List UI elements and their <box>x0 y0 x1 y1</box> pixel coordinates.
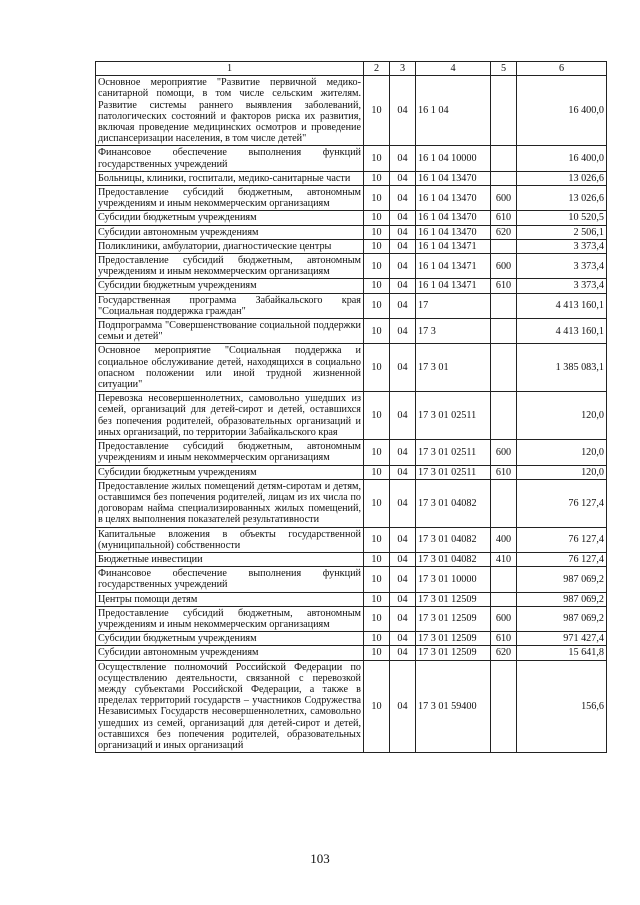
table-row <box>96 527 607 552</box>
table-row <box>96 660 607 753</box>
row-name: Предоставление субсидий бюджетным, автономным учреждениям и иным некоммерческим организациям <box>96 440 364 465</box>
table-row <box>96 646 607 660</box>
row-name: Субсидии бюджетным учреждениям <box>96 632 364 646</box>
row-subsection: 04 <box>390 146 416 171</box>
row-target-code: 17 3 01 04082 <box>416 552 491 566</box>
row-amount: 10 520,5 <box>517 211 607 225</box>
row-name: Субсидии бюджетным учреждениям <box>96 465 364 479</box>
row-section: 10 <box>364 146 390 171</box>
row-subsection: 04 <box>390 344 416 392</box>
row-name: Финансовое обеспечение выполнения функций государственных учреждений <box>96 146 364 171</box>
table-row <box>96 592 607 606</box>
row-amount: 987 069,2 <box>517 606 607 631</box>
row-target-code: 17 3 01 02511 <box>416 440 491 465</box>
row-expense-type <box>491 660 517 753</box>
row-subsection: 04 <box>390 479 416 527</box>
row-amount: 987 069,2 <box>517 567 607 592</box>
row-target-code: 16 1 04 13470 <box>416 171 491 185</box>
row-expense-type: 600 <box>491 254 517 279</box>
row-expense-type <box>491 392 517 440</box>
row-subsection: 04 <box>390 440 416 465</box>
table-row <box>96 440 607 465</box>
row-section: 10 <box>364 552 390 566</box>
row-target-code: 17 3 01 12509 <box>416 592 491 606</box>
table-row <box>96 465 607 479</box>
row-subsection: 04 <box>390 646 416 660</box>
row-target-code: 17 <box>416 293 491 318</box>
table-row <box>96 293 607 318</box>
row-subsection: 04 <box>390 225 416 239</box>
row-amount: 120,0 <box>517 440 607 465</box>
row-name: Предоставление субсидий бюджетным, автономным учреждениям и иным некоммерческим организациям <box>96 254 364 279</box>
table-row <box>96 552 607 566</box>
table-row <box>96 479 607 527</box>
row-target-code: 17 3 01 <box>416 344 491 392</box>
row-section: 10 <box>364 344 390 392</box>
row-amount: 4 413 160,1 <box>517 293 607 318</box>
row-subsection: 04 <box>390 211 416 225</box>
row-target-code: 17 3 01 12509 <box>416 632 491 646</box>
row-amount: 13 026,6 <box>517 186 607 211</box>
row-amount: 16 400,0 <box>517 76 607 146</box>
row-target-code: 16 1 04 13470 <box>416 225 491 239</box>
row-name: Предоставление субсидий бюджетным, автономным учреждениям и иным некоммерческим организациям <box>96 606 364 631</box>
header-col-4: 4 <box>416 62 491 76</box>
row-amount: 971 427,4 <box>517 632 607 646</box>
row-expense-type: 610 <box>491 632 517 646</box>
row-section: 10 <box>364 479 390 527</box>
row-amount: 16 400,0 <box>517 146 607 171</box>
row-target-code: 17 3 <box>416 319 491 344</box>
row-name: Поликлиники, амбулатории, диагностические центры <box>96 239 364 253</box>
row-expense-type <box>491 171 517 185</box>
table-row <box>96 279 607 293</box>
row-name: Субсидии бюджетным учреждениям <box>96 211 364 225</box>
table-row <box>96 567 607 592</box>
row-name: Подпрограмма "Совершенствование социальной поддержки семьи и детей" <box>96 319 364 344</box>
row-section: 10 <box>364 319 390 344</box>
row-expense-type: 620 <box>491 646 517 660</box>
header-col-6: 6 <box>517 62 607 76</box>
row-subsection: 04 <box>390 606 416 631</box>
row-expense-type <box>491 592 517 606</box>
row-amount: 3 373,4 <box>517 254 607 279</box>
row-amount: 987 069,2 <box>517 592 607 606</box>
row-expense-type: 600 <box>491 440 517 465</box>
row-target-code: 16 1 04 13470 <box>416 186 491 211</box>
row-subsection: 04 <box>390 239 416 253</box>
row-subsection: 04 <box>390 186 416 211</box>
row-target-code: 16 1 04 13471 <box>416 254 491 279</box>
row-expense-type: 410 <box>491 552 517 566</box>
table-row <box>96 344 607 392</box>
row-expense-type <box>491 76 517 146</box>
row-name: Субсидии бюджетным учреждениям <box>96 279 364 293</box>
row-section: 10 <box>364 186 390 211</box>
row-section: 10 <box>364 660 390 753</box>
table-row <box>96 171 607 185</box>
row-section: 10 <box>364 440 390 465</box>
row-subsection: 04 <box>390 171 416 185</box>
row-amount: 3 373,4 <box>517 279 607 293</box>
row-target-code: 16 1 04 13470 <box>416 211 491 225</box>
row-target-code: 16 1 04 13471 <box>416 279 491 293</box>
row-section: 10 <box>364 225 390 239</box>
row-section: 10 <box>364 171 390 185</box>
row-section: 10 <box>364 254 390 279</box>
table-row <box>96 146 607 171</box>
row-expense-type: 610 <box>491 279 517 293</box>
row-subsection: 04 <box>390 465 416 479</box>
row-amount: 13 026,6 <box>517 171 607 185</box>
row-amount: 4 413 160,1 <box>517 319 607 344</box>
row-section: 10 <box>364 76 390 146</box>
row-target-code: 16 1 04 <box>416 76 491 146</box>
budget-table <box>95 61 607 753</box>
table-row <box>96 186 607 211</box>
row-amount: 76 127,4 <box>517 527 607 552</box>
table-body <box>96 76 607 753</box>
row-expense-type: 620 <box>491 225 517 239</box>
table-row <box>96 239 607 253</box>
row-subsection: 04 <box>390 592 416 606</box>
header-col-5: 5 <box>491 62 517 76</box>
row-target-code: 16 1 04 13471 <box>416 239 491 253</box>
row-subsection: 04 <box>390 254 416 279</box>
row-subsection: 04 <box>390 392 416 440</box>
row-name: Капитальные вложения в объекты государственной (муниципальной) собственности <box>96 527 364 552</box>
row-section: 10 <box>364 279 390 293</box>
row-name: Больницы, клиники, госпитали, медико-санитарные части <box>96 171 364 185</box>
row-expense-type: 400 <box>491 527 517 552</box>
row-expense-type: 610 <box>491 211 517 225</box>
row-target-code: 17 3 01 12509 <box>416 606 491 631</box>
header-col-1: 1 <box>96 62 364 76</box>
row-name: Осуществление полномочий Российской Федерации по осуществлению деятельности, связанной с перевозкой между субъектами Российской Федерации, а также в пределах территорий государств – участников Содружества Независимых Государств несовершеннолетних, самовольно ушедших из семей, организаций для детей-сирот и детей, оставшихся без попечения родителей, образовательных организаций и иных организаций <box>96 660 364 753</box>
row-target-code: 17 3 01 10000 <box>416 567 491 592</box>
row-name: Предоставление жилых помещений детям-сиротам и детям, оставшимся без попечения родителей, лицам из их числа по договорам найма специализированных жилых помещений, в целях выполнения показателей результативности <box>96 479 364 527</box>
row-expense-type: 610 <box>491 465 517 479</box>
row-target-code: 17 3 01 02511 <box>416 465 491 479</box>
row-target-code: 17 3 01 04082 <box>416 479 491 527</box>
row-section: 10 <box>364 632 390 646</box>
row-target-code: 17 3 01 04082 <box>416 527 491 552</box>
row-name: Государственная программа Забайкальского края "Социальная поддержка граждан" <box>96 293 364 318</box>
row-expense-type: 600 <box>491 606 517 631</box>
row-expense-type <box>491 479 517 527</box>
row-amount: 15 641,8 <box>517 646 607 660</box>
row-name: Перевозка несовершеннолетних, самовольно ушедших из семей, организаций для детей-сирот и детей, оставшихся без попечения родителей, образовательных организаций и иных организаций, по территории Забайкальского края <box>96 392 364 440</box>
table-row <box>96 76 607 146</box>
row-expense-type <box>491 293 517 318</box>
row-target-code: 17 3 01 02511 <box>416 392 491 440</box>
row-subsection: 04 <box>390 632 416 646</box>
row-expense-type: 600 <box>491 186 517 211</box>
row-subsection: 04 <box>390 527 416 552</box>
row-subsection: 04 <box>390 552 416 566</box>
row-target-code: 17 3 01 59400 <box>416 660 491 753</box>
row-amount: 76 127,4 <box>517 479 607 527</box>
row-section: 10 <box>364 567 390 592</box>
row-subsection: 04 <box>390 76 416 146</box>
row-subsection: 04 <box>390 279 416 293</box>
row-subsection: 04 <box>390 319 416 344</box>
table-row <box>96 392 607 440</box>
row-name: Бюджетные инвестиции <box>96 552 364 566</box>
row-amount: 120,0 <box>517 392 607 440</box>
row-amount: 156,6 <box>517 660 607 753</box>
table-row <box>96 606 607 631</box>
row-amount: 1 385 083,1 <box>517 344 607 392</box>
row-amount: 2 506,1 <box>517 225 607 239</box>
row-amount: 120,0 <box>517 465 607 479</box>
row-name: Центры помощи детям <box>96 592 364 606</box>
row-section: 10 <box>364 392 390 440</box>
header-col-2: 2 <box>364 62 390 76</box>
header-row <box>96 62 607 76</box>
row-name: Основное мероприятие "Социальная поддержка и социальное обслуживание детей, находящихся в социально опасном положении или иной трудной жизненной ситуации" <box>96 344 364 392</box>
row-expense-type <box>491 146 517 171</box>
row-section: 10 <box>364 293 390 318</box>
page-number: 103 <box>310 851 330 866</box>
row-expense-type <box>491 239 517 253</box>
table-row <box>96 225 607 239</box>
row-target-code: 16 1 04 10000 <box>416 146 491 171</box>
row-section: 10 <box>364 646 390 660</box>
row-expense-type <box>491 567 517 592</box>
row-target-code: 17 3 01 12509 <box>416 646 491 660</box>
row-section: 10 <box>364 527 390 552</box>
row-subsection: 04 <box>390 660 416 753</box>
row-subsection: 04 <box>390 567 416 592</box>
row-name: Основное мероприятие "Развитие первичной медико-санитарной помощи, в том числе сельским жителям. Развитие системы раннего выявления заболеваний, патологических состояний и факторов риска их развития, включая проведение медицинских осмотров и проведение диспансеризации населения, в том числе детей" <box>96 76 364 146</box>
table-row <box>96 319 607 344</box>
row-amount: 3 373,4 <box>517 239 607 253</box>
row-expense-type <box>491 344 517 392</box>
table-row <box>96 211 607 225</box>
row-section: 10 <box>364 211 390 225</box>
row-section: 10 <box>364 465 390 479</box>
row-name: Субсидии автономным учреждениям <box>96 225 364 239</box>
header-col-3: 3 <box>390 62 416 76</box>
table-row <box>96 632 607 646</box>
row-section: 10 <box>364 606 390 631</box>
row-name: Субсидии автономным учреждениям <box>96 646 364 660</box>
row-amount: 76 127,4 <box>517 552 607 566</box>
row-expense-type <box>491 319 517 344</box>
table-row <box>96 254 607 279</box>
row-section: 10 <box>364 592 390 606</box>
row-name: Предоставление субсидий бюджетным, автономным учреждениям и иным некоммерческим организациям <box>96 186 364 211</box>
row-subsection: 04 <box>390 293 416 318</box>
row-section: 10 <box>364 239 390 253</box>
row-name: Финансовое обеспечение выполнения функций государственных учреждений <box>96 567 364 592</box>
